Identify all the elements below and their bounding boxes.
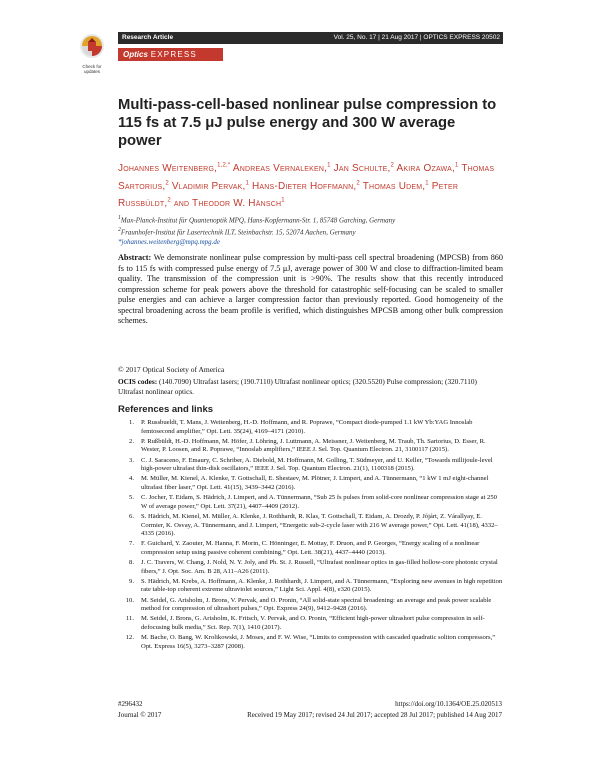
reference-item: [118, 597, 503, 614]
reference-number: 9.: [129, 577, 134, 585]
author: Johannes Weitenberg,$^{1,2,*}$: [118, 163, 231, 175]
references-list: [118, 419, 503, 653]
author: Thomas Udem,$^1$: [362, 180, 429, 192]
reference-item: [118, 634, 503, 651]
corresponding-email[interactable]: *johannes.weitenberg@mpq.mpg.de: [118, 237, 221, 246]
reference-text: F. Guichard, Y. Zaouter, M. Hanna, F. Morin, C. Hönninger, E. Mottay, F. Druon, and P. Georges, “Energy scaling of a nonlinear compression setup using passive coherent combining,” Opt. Lett. 38(21), 4437–4440 (2013).: [141, 540, 480, 556]
affiliation-1: $^1$Max-Planck-Institut für Quantenoptik MPQ, Hans-Kopfermann-Str. 1, 85748 Garching, Germany: [118, 215, 396, 225]
doi-link[interactable]: https://doi.org/10.1364/OE.25.020513: [395, 700, 502, 708]
author: Peter Russbüldt,$^2$: [118, 180, 459, 209]
reference-item: [118, 457, 503, 474]
journal-name: [123, 49, 197, 60]
reference-item: [118, 419, 503, 436]
copyright: © 2017 Optical Society of America: [118, 365, 225, 374]
publication-dates: Received 19 May 2017; revised 24 Jul 2017; accepted 28 Jul 2017; published 14 Aug 2017: [247, 711, 502, 719]
reference-item: [118, 559, 503, 576]
article-type: Research Article: [122, 34, 174, 41]
reference-number: 2.: [129, 437, 134, 445]
issue-info: Vol. 25, No. 17 | 21 Aug 2017 | OPTICS EXPRESS 20502: [333, 34, 500, 41]
affiliations: [118, 214, 503, 247]
paper-title: Multi-pass-cell-based nonlinear pulse compression to 115 fs at 7.5 μJ pulse energy and 300 W average power: [118, 97, 497, 149]
author: Akira Ozawa,$^1$: [396, 163, 459, 175]
abstract-text: We demonstrate nonlinear pulse compression by multi-pass cell spectral broadening (MPCSB) from 860 fs to 115 fs with compressed pulse energy of 7.5 μJ, average power of 300 W and close to diffraction-limited beam quality. The transmission of the compression unit is >90%. The results show that this recently introduced compression scheme for peak powers above the threshold for catastrophic self-focusing can be scaled to smaller pulse energies and can achieve a larger compression factor than previously reported. Good homogeneity of the spectral broadening across the beam profile is verified, which distinguishes MPCSB among other bulk compression schemes.: [118, 253, 503, 325]
reference-text: M. Seidel, J. Brons, G. Arisholm, K. Fritsch, V. Pervak, and O. Pronin, “Efficient high-power ultrashort pulse compression in self-defocusing bulk media,” Sci. Rep. 7(1), 1410 (2017).: [141, 615, 485, 631]
reference-number: 10.: [125, 596, 134, 604]
reference-number: 5.: [129, 494, 134, 502]
reference-item: [118, 513, 503, 539]
author: Andreas Vernaleken,$^1$: [232, 163, 331, 175]
journal-suffix: EXPRESS: [150, 50, 197, 59]
reference-text: M. Müller, M. Kienel, A. Klenke, T. Gottschall, E. Shestaev, M. Plötner, J. Limpert, and A. Tünnermann, “1 kW 1 mJ eight-channel ultrafast fiber laser,” Opt. Lett. 41(15), 3439–3442 (2016).: [141, 475, 489, 491]
journal-copyright: Journal © 2017: [118, 711, 162, 719]
reference-text: C. Jocher, T. Eidam, S. Hädrich, J. Limpert, and A. Tünnermann, “Sub 25 fs pulses from solid-core nonlinear compression stage at 250 W of average power,” Opt. Lett. 37(21), 4407–4409 (2012).: [141, 494, 497, 510]
reference-number: 12.: [125, 634, 134, 642]
author: Hans-Dieter Hoffmann,$^2$: [252, 180, 360, 192]
reference-text: M. Seidel, G. Arisholm, J. Brons, V. Pervak, and O. Pronin, “All solid-state spectral broadening: an average and peak power scalable method for compression of ultrashort pulses,” Opt. Express 24(9), 9412–9428 (2016).: [141, 596, 492, 613]
abstract: [118, 253, 503, 327]
reference-item: [118, 475, 503, 492]
reference-item: [118, 438, 503, 455]
reference-item: [118, 615, 503, 632]
check-for-updates-icon[interactable]: [78, 33, 106, 63]
author: Jan Schulte,$^2$: [333, 163, 395, 175]
author: Thomas Sartorius,$^2$: [118, 163, 495, 192]
author: and Theodor W. Hänsch$^1$: [173, 197, 285, 209]
reference-text: C. J. Saraceno, F. Emaury, C. Schriber, A. Diebold, M. Hoffmann, M. Golling, T. Südmeyer, and U. Keller, “Towards millijoule-level high-power ultrafast thin-disk oscillators,” IEEE J. Sel. Top. Quantum Electron. 21(1), 1100318 (2015).: [141, 456, 493, 473]
reference-number: 3.: [129, 456, 134, 464]
reference-item: [118, 494, 503, 511]
reference-item: [118, 540, 503, 557]
reference-text: S. Hädrich, M. Kienel, M. Müller, A. Klenke, J. Rothhardt, R. Klas, T. Gottschall, T. Eidam, A. Drozdy, P. Jójárt, Z. Várallyay, E. Cormier, K. Osvay, A. Tünnermann, and J. Limpert, “Energetic sub-2-cycle laser with 216 W average power,” Opt. Lett. 41(18), 4332–4335 (2016).: [141, 512, 498, 538]
reference-number: 1.: [129, 419, 134, 426]
reference-text: M. Bache, O. Bang, W. Krolikowski, J. Moses, and F. W. Wise, “Limits to compression with cascaded quadratic soliton compressors,” Opt. Express 16(5), 3273–3287 (2008).: [141, 634, 496, 650]
references-heading: References and links: [118, 404, 214, 415]
reference-number: 8.: [129, 559, 134, 567]
reference-item: [118, 578, 503, 595]
ocis-codes: [118, 377, 503, 396]
author: Vladimir Pervak,$^1$: [171, 180, 250, 192]
reference-number: 6.: [129, 512, 134, 520]
reference-number: 7.: [129, 540, 134, 548]
author-list: [118, 159, 503, 211]
reference-number: 4.: [129, 475, 134, 483]
ocis-label: OCIS codes:: [118, 377, 158, 386]
reference-text: S. Hädrich, M. Krebs, A. Hoffmann, A. Klenke, J. Rothhardt, J. Limpert, and A. Tünnermann, “Exploring new avenues in high repetition rate table-top coherent extreme ultraviolet sources,” Light Sci. Appl. 4(8), e320 (2015).: [141, 577, 503, 594]
reference-text: J. C. Travers, W. Chang, J. Nold, N. Y. Joly, and Ph. St. J. Russell, “Ultrafast nonlinear optics in gas-filled hollow-core photonic crystal fibers,” J. Opt. Soc. Am. B 28, A11–A26 (2011).: [141, 559, 498, 575]
check-for-updates-label: Check for updates: [82, 64, 102, 74]
abstract-label: Abstract:: [118, 253, 152, 262]
article-id: #296432: [118, 700, 143, 708]
reference-number: 11.: [126, 615, 134, 623]
journal-prefix: Optics: [123, 50, 148, 59]
affiliation-2: $^2$Fraunhofer-Institut für Lasertechnik ILT, Steinbachstr. 15, 52074 Aachen, Germany: [118, 226, 356, 237]
ocis-text: (140.7090) Ultrafast lasers; (190.7110) Ultrafast nonlinear optics; (320.5520) Pulse compression; (320.7110) Ultrafast nonlinear optics.: [118, 377, 477, 396]
reference-text: P. Rußbüldt, H.-D. Hoffmann, M. Höfer, J. Löhring, J. Luttmann, A. Meissner, J. Weitenberg, M. Traub, Th. Sartorius, D. Esser, R. Wester, P. Loosen, and R. Poprawe, “Innoslab amplifiers,” IEEE J. Sel. Top. Quantum Electron. 21, 3100117 (2015).: [141, 437, 486, 454]
reference-text: P. Russbueldt, T. Mans, J. Weitenberg, H.-D. Hoffmann, and R. Poprawe, “Compact diode-pumped 1.1 kW Yb:YAG Innoslab femtosecond amplifier,” Opt. Lett. 35(24), 4169–4171 (2010).: [141, 419, 473, 435]
